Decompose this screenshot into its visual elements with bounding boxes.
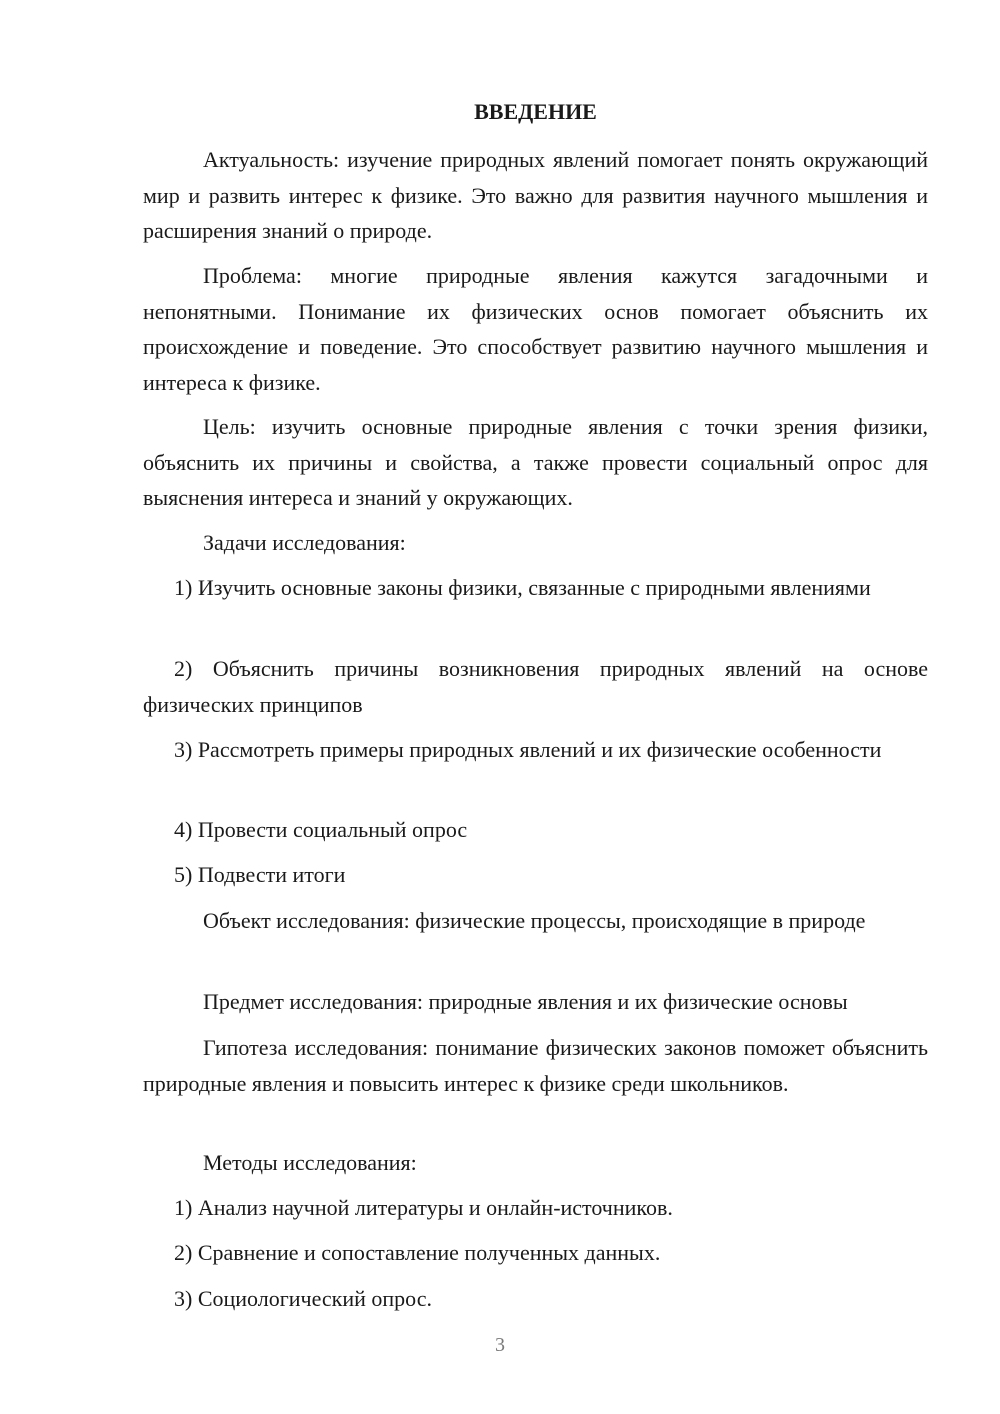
subject-paragraph: Предмет исследования: природные явления и их физические основы	[203, 989, 848, 1014]
task-item-3: 3) Рассмотреть примеры природных явлений и их физические особенности	[174, 737, 882, 762]
page-number: 3	[495, 1334, 505, 1356]
tasks-heading: Задачи исследования:	[203, 530, 406, 555]
task-item-5: 5) Подвести итоги	[174, 862, 346, 887]
task-item-1: 1) Изучить основные законы физики, связанные с природными явлениями	[174, 575, 871, 600]
methods-heading: Методы исследования:	[203, 1150, 417, 1175]
relevance-paragraph: Актуальность: изучение природных явлений помогает понять окружающий мир и развить интерес к физике. Это важно для развития научного мышления и расширения знаний о природе.	[143, 147, 928, 243]
method-item-2: 2) Сравнение и сопоставление полученных данных.	[174, 1240, 661, 1265]
page-title: ВВЕДЕНИЕ	[474, 99, 597, 124]
method-item-3: 3) Социологический опрос.	[174, 1286, 432, 1311]
task-item-2: 2) Объяснить причины возникновения природных явлений на основе физических принципов	[143, 656, 928, 717]
problem-paragraph: Проблема: многие природные явления кажутся загадочными и непонятными. Понимание их физических основ помогает объяснить их происхождение и поведение. Это способствует развитию научного мышления и интереса к физике.	[143, 263, 928, 395]
method-item-1: 1) Анализ научной литературы и онлайн-источников.	[174, 1195, 673, 1220]
goal-paragraph: Цель: изучить основные природные явления с точки зрения физики, объяснить их причины и свойства, а также провести социальный опрос для выяснения интереса и знаний у окружающих.	[143, 414, 928, 510]
task-item-4: 4) Провести социальный опрос	[174, 817, 468, 842]
hypothesis-paragraph: Гипотеза исследования: понимание физических законов поможет объяснить природные явления и повысить интерес к физике среди школьников.	[143, 1035, 928, 1096]
object-paragraph: Объект исследования: физические процессы, происходящие в природе	[203, 908, 866, 933]
